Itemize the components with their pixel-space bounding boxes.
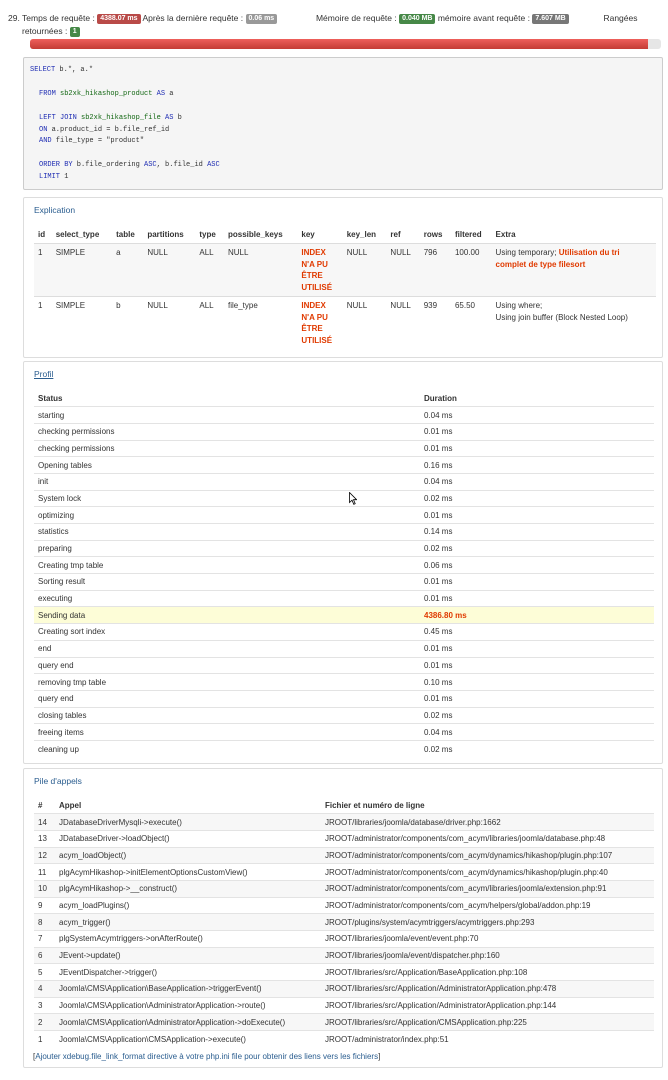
table-row bbox=[34, 407, 654, 424]
table-row bbox=[34, 557, 654, 574]
table-row bbox=[34, 590, 654, 607]
cell: SIMPLE bbox=[55, 301, 86, 310]
profile-panel bbox=[23, 361, 663, 764]
profile-status: query end bbox=[34, 690, 420, 707]
sql-keyword: ASC bbox=[207, 161, 220, 170]
extra-warning: complet de type filesort bbox=[495, 259, 586, 269]
sql-keyword: AS bbox=[156, 89, 166, 98]
call-function: JDatabaseDriver->loadObject() bbox=[55, 830, 321, 847]
memory-before-badge: 7.607 MB bbox=[532, 14, 568, 24]
xdebug-hint bbox=[33, 1052, 380, 1061]
col-id: id bbox=[38, 229, 46, 239]
table-row bbox=[34, 574, 654, 591]
col-key-len: key_len bbox=[346, 229, 377, 239]
callstack-panel bbox=[23, 768, 663, 1068]
table-row bbox=[34, 864, 654, 881]
sql-keyword: LIMIT bbox=[39, 173, 61, 182]
call-file: JROOT/administrator/components/com_acym/dynamics/hikashop/plugin.php:107 bbox=[321, 847, 654, 864]
profile-duration: 0.01 ms bbox=[420, 657, 654, 674]
call-function: Joomla\CMS\Application\BaseApplication->triggerEvent() bbox=[55, 981, 321, 998]
call-function: plgAcymHikashop->initElementOptionsCustomView() bbox=[55, 864, 321, 881]
table-row bbox=[34, 814, 654, 831]
profile-duration: 0.45 ms bbox=[420, 624, 654, 641]
call-number: 3 bbox=[34, 997, 55, 1014]
cell: NULL bbox=[390, 301, 411, 310]
cell: 1 bbox=[38, 248, 43, 257]
sql-text: b bbox=[173, 113, 182, 122]
after-last-label: Après la dernière requête : bbox=[142, 13, 244, 23]
profile-duration: 0.16 ms bbox=[420, 457, 654, 474]
col-type: type bbox=[199, 229, 216, 239]
sql-keyword: AND bbox=[39, 137, 52, 146]
table-row bbox=[34, 490, 654, 507]
table-row bbox=[34, 830, 654, 847]
key-warning-text: UTILISÉ bbox=[301, 335, 333, 345]
table-row bbox=[34, 947, 654, 964]
after-last-badge: 0.06 ms bbox=[246, 14, 278, 24]
bracket: [ bbox=[33, 1052, 36, 1061]
call-file: JROOT/libraries/src/Application/BaseApplication.php:108 bbox=[321, 964, 654, 981]
callstack-table bbox=[34, 797, 654, 1047]
sql-text: b.file_ordering bbox=[72, 161, 145, 170]
cell: file_type bbox=[227, 301, 258, 310]
call-file: JROOT/libraries/src/Application/AdministratorApplication.php:144 bbox=[321, 997, 654, 1014]
col-file: Fichier et numéro de ligne bbox=[325, 800, 425, 810]
profile-duration: 0.02 ms bbox=[420, 740, 654, 757]
sql-keyword: FROM bbox=[39, 89, 56, 98]
explain-panel bbox=[23, 197, 663, 358]
table-row bbox=[34, 607, 654, 624]
table-row bbox=[34, 740, 654, 757]
col-call: Appel bbox=[59, 800, 82, 810]
call-function: JEvent->update() bbox=[55, 947, 321, 964]
table-row bbox=[34, 244, 656, 297]
profile-status: init bbox=[34, 473, 420, 490]
table-row bbox=[34, 880, 654, 897]
profile-status: optimizing bbox=[34, 507, 420, 524]
profile-duration: 0.01 ms bbox=[420, 423, 654, 440]
xdebug-hint-link[interactable]: Ajouter xdebug.file_link_format directive à votre php.ini file pour obtenir des liens vers les fichiers bbox=[35, 1052, 379, 1061]
memory-badge: 0.040 MB bbox=[399, 14, 435, 24]
profile-status: freeing items bbox=[34, 724, 420, 741]
profile-duration: 0.06 ms bbox=[420, 557, 654, 574]
profile-status: Sorting result bbox=[34, 574, 420, 591]
col-partitions: partitions bbox=[147, 229, 184, 239]
profile-duration: 0.01 ms bbox=[420, 590, 654, 607]
sql-keyword: SELECT bbox=[30, 66, 56, 74]
profile-status: checking permissions bbox=[34, 423, 420, 440]
call-number: 13 bbox=[34, 830, 55, 847]
table-row bbox=[34, 1031, 654, 1048]
profile-duration: 0.04 ms bbox=[420, 473, 654, 490]
call-number: 2 bbox=[34, 1014, 55, 1031]
call-number: 4 bbox=[34, 981, 55, 998]
extra-cell bbox=[492, 244, 656, 297]
sql-keyword: ASC bbox=[144, 161, 157, 170]
col-select-type: select_type bbox=[55, 229, 100, 239]
profile-status: Sending data bbox=[34, 607, 420, 624]
extra-warning: Utilisation du tri bbox=[558, 248, 620, 257]
profile-duration: 0.01 ms bbox=[420, 507, 654, 524]
profile-status: preparing bbox=[34, 540, 420, 557]
cell: NULL bbox=[390, 248, 411, 257]
table-row bbox=[34, 440, 654, 457]
rows-label: Rangées bbox=[603, 13, 638, 23]
sql-query-box bbox=[23, 57, 663, 190]
profile-duration: 0.01 ms bbox=[420, 640, 654, 657]
call-function: JEventDispatcher->trigger() bbox=[55, 964, 321, 981]
key-warning-text: INDEX bbox=[301, 248, 326, 257]
profile-duration: 0.10 ms bbox=[420, 674, 654, 691]
rows-badge: 1 bbox=[70, 27, 80, 37]
profile-duration: 0.02 ms bbox=[420, 490, 654, 507]
call-function: JDatabaseDriverMysqli->execute() bbox=[55, 814, 321, 831]
call-number: 11 bbox=[34, 864, 55, 881]
key-warning-text: UTILISÉ bbox=[301, 282, 333, 292]
cell: 1 bbox=[38, 301, 43, 310]
extra-cell bbox=[492, 297, 656, 350]
cell: SIMPLE bbox=[55, 248, 86, 257]
table-row bbox=[34, 981, 654, 998]
profile-duration: 0.04 ms bbox=[420, 407, 654, 424]
call-function: plgSystemAcymtriggers->onAfterRoute() bbox=[55, 931, 321, 948]
key-warning-text: ÊTRE bbox=[301, 324, 323, 333]
query-time-progress-bar bbox=[30, 39, 661, 49]
table-row bbox=[34, 707, 654, 724]
profile-duration: 0.14 ms bbox=[420, 524, 654, 541]
cell: 939 bbox=[423, 301, 438, 310]
call-function: acym_loadObject() bbox=[55, 847, 321, 864]
call-number: 14 bbox=[34, 814, 55, 831]
profile-duration: 0.02 ms bbox=[420, 540, 654, 557]
extra-text: Using temporary; bbox=[495, 248, 559, 257]
table-row bbox=[34, 540, 654, 557]
table-row bbox=[34, 724, 654, 741]
query-time-label: Temps de requête : bbox=[22, 13, 95, 23]
table-row bbox=[34, 657, 654, 674]
query-header bbox=[8, 12, 660, 38]
call-number: 8 bbox=[34, 914, 55, 931]
progress-fill bbox=[30, 39, 648, 49]
key-warning bbox=[297, 244, 342, 297]
sql-text: , b.file_id bbox=[156, 161, 208, 170]
col-duration: Duration bbox=[424, 393, 457, 403]
profile-header-row bbox=[34, 390, 654, 407]
call-number: 1 bbox=[34, 1031, 55, 1048]
sql-keyword: ORDER BY bbox=[39, 161, 73, 170]
extra-text: Using where; bbox=[495, 301, 543, 310]
cell: NULL bbox=[346, 301, 368, 310]
table-row bbox=[34, 524, 654, 541]
sql-table: sb2xk_hikashop_product bbox=[60, 89, 153, 98]
explain-header-row bbox=[34, 225, 656, 244]
sql-text: b.*, a.* bbox=[55, 66, 94, 74]
sql-text: a bbox=[165, 89, 174, 98]
call-function: Joomla\CMS\Application\AdministratorApplication->doExecute() bbox=[55, 1014, 321, 1031]
call-file: JROOT/libraries/joomla/database/driver.php:1662 bbox=[321, 814, 654, 831]
cell: NULL bbox=[227, 248, 249, 257]
key-warning-text: ÊTRE bbox=[301, 271, 323, 280]
key-warning-text: INDEX bbox=[301, 301, 326, 310]
table-row bbox=[34, 690, 654, 707]
sql-keyword: ON bbox=[39, 125, 48, 134]
cell: 100.00 bbox=[454, 248, 480, 257]
table-row bbox=[34, 457, 654, 474]
col-rows: rows bbox=[423, 229, 443, 239]
call-file: JROOT/libraries/src/Application/AdministratorApplication.php:478 bbox=[321, 981, 654, 998]
table-row bbox=[34, 640, 654, 657]
cell: NULL bbox=[147, 301, 168, 310]
profile-status: closing tables bbox=[34, 707, 420, 724]
call-number: 6 bbox=[34, 947, 55, 964]
cell: NULL bbox=[346, 248, 368, 257]
sql-text: file_type = "product" bbox=[51, 137, 145, 146]
call-file: JROOT/plugins/system/acymtriggers/acymtriggers.php:293 bbox=[321, 914, 654, 931]
call-function: Joomla\CMS\Application\AdministratorApplication->route() bbox=[55, 997, 321, 1014]
table-row bbox=[34, 674, 654, 691]
sql-table: sb2xk_hikashop_file bbox=[81, 113, 161, 122]
rows-label-2: retournées : bbox=[22, 26, 68, 36]
key-warning bbox=[297, 297, 342, 350]
query-time-badge: 4388.07 ms bbox=[97, 14, 140, 24]
table-row bbox=[34, 297, 656, 350]
profile-duration: 0.01 ms bbox=[420, 690, 654, 707]
profile-status: starting bbox=[34, 407, 420, 424]
table-row bbox=[34, 931, 654, 948]
extra-text: Using join buffer (Block Nested Loop) bbox=[495, 312, 628, 322]
col-filtered: filtered bbox=[454, 229, 482, 239]
col-table: table bbox=[116, 229, 135, 239]
table-row bbox=[34, 847, 654, 864]
call-number: 10 bbox=[34, 880, 55, 897]
profile-status: Creating sort index bbox=[34, 624, 420, 641]
table-row bbox=[34, 964, 654, 981]
profile-duration: 0.01 ms bbox=[420, 440, 654, 457]
profile-duration: 0.01 ms bbox=[420, 574, 654, 591]
call-file: JROOT/libraries/joomla/event/dispatcher.php:160 bbox=[321, 947, 654, 964]
cell: 796 bbox=[423, 248, 438, 257]
profile-status: removing tmp table bbox=[34, 674, 420, 691]
call-file: JROOT/administrator/index.php:51 bbox=[321, 1031, 654, 1048]
sql-text: 1 bbox=[60, 173, 69, 182]
profile-status: query end bbox=[34, 657, 420, 674]
profile-status: Creating tmp table bbox=[34, 557, 420, 574]
col-possible-keys: possible_keys bbox=[227, 229, 283, 239]
profile-status: statistics bbox=[34, 524, 420, 541]
profile-table bbox=[34, 390, 654, 757]
profile-duration: 0.02 ms bbox=[420, 707, 654, 724]
col-status: Status bbox=[38, 393, 63, 403]
profile-duration: 4386.80 ms bbox=[420, 607, 654, 624]
query-index: 29. bbox=[8, 13, 20, 23]
profile-status: end bbox=[34, 640, 420, 657]
call-file: JROOT/administrator/components/com_acym/helpers/global/addon.php:19 bbox=[321, 897, 654, 914]
call-function: acym_loadPlugins() bbox=[55, 897, 321, 914]
call-file: JROOT/administrator/components/com_acym/dynamics/hikashop/plugin.php:40 bbox=[321, 864, 654, 881]
cell: ALL bbox=[199, 301, 214, 310]
cell: NULL bbox=[147, 248, 168, 257]
call-file: JROOT/administrator/components/com_acym/libraries/joomla/database.php:48 bbox=[321, 830, 654, 847]
explain-table bbox=[34, 225, 656, 350]
table-row bbox=[34, 914, 654, 931]
call-function: acym_trigger() bbox=[55, 914, 321, 931]
table-row bbox=[34, 997, 654, 1014]
table-row bbox=[34, 507, 654, 524]
profile-status: cleaning up bbox=[34, 740, 420, 757]
table-row bbox=[34, 473, 654, 490]
call-number: 9 bbox=[34, 897, 55, 914]
cell: ALL bbox=[199, 248, 214, 257]
col-number: # bbox=[38, 800, 43, 810]
explain-title: Explication bbox=[34, 205, 76, 215]
call-number: 5 bbox=[34, 964, 55, 981]
sql-text: a.product_id = b.file_ref_id bbox=[47, 125, 170, 134]
profile-status: Opening tables bbox=[34, 457, 420, 474]
key-warning-text: N'A PU bbox=[301, 259, 328, 269]
callstack-header-row bbox=[34, 797, 654, 814]
call-function: Joomla\CMS\Application\CMSApplication->execute() bbox=[55, 1031, 321, 1048]
col-ref: ref bbox=[390, 229, 401, 239]
bracket: ] bbox=[378, 1052, 381, 1061]
col-extra: Extra bbox=[495, 229, 516, 239]
profile-status: executing bbox=[34, 590, 420, 607]
col-key: key bbox=[301, 229, 315, 239]
profile-duration: 0.04 ms bbox=[420, 724, 654, 741]
table-row bbox=[34, 897, 654, 914]
cell: a bbox=[116, 248, 121, 257]
cell: 65.50 bbox=[454, 301, 475, 310]
table-row bbox=[34, 1014, 654, 1031]
table-row bbox=[34, 624, 654, 641]
profile-toggle-link[interactable]: Profil bbox=[34, 369, 54, 379]
call-function: plgAcymHikashop->__construct() bbox=[55, 880, 321, 897]
call-number: 7 bbox=[34, 931, 55, 948]
mouse-cursor-icon bbox=[349, 492, 357, 505]
cell: b bbox=[116, 301, 121, 310]
memory-before-label: mémoire avant requête : bbox=[437, 13, 530, 23]
profile-status: System lock bbox=[34, 490, 420, 507]
sql-keyword: LEFT JOIN bbox=[39, 113, 77, 122]
profile-status: checking permissions bbox=[34, 440, 420, 457]
call-file: JROOT/administrator/components/com_acym/libraries/joomla/extension.php:91 bbox=[321, 880, 654, 897]
call-number: 12 bbox=[34, 847, 55, 864]
table-row bbox=[34, 423, 654, 440]
callstack-title: Pile d'appels bbox=[34, 776, 82, 786]
call-file: JROOT/libraries/joomla/event/event.php:70 bbox=[321, 931, 654, 948]
sql-keyword: AS bbox=[165, 113, 174, 122]
memory-label: Mémoire de requête : bbox=[315, 13, 397, 23]
call-file: JROOT/libraries/src/Application/CMSApplication.php:225 bbox=[321, 1014, 654, 1031]
key-warning-text: N'A PU bbox=[301, 312, 328, 322]
